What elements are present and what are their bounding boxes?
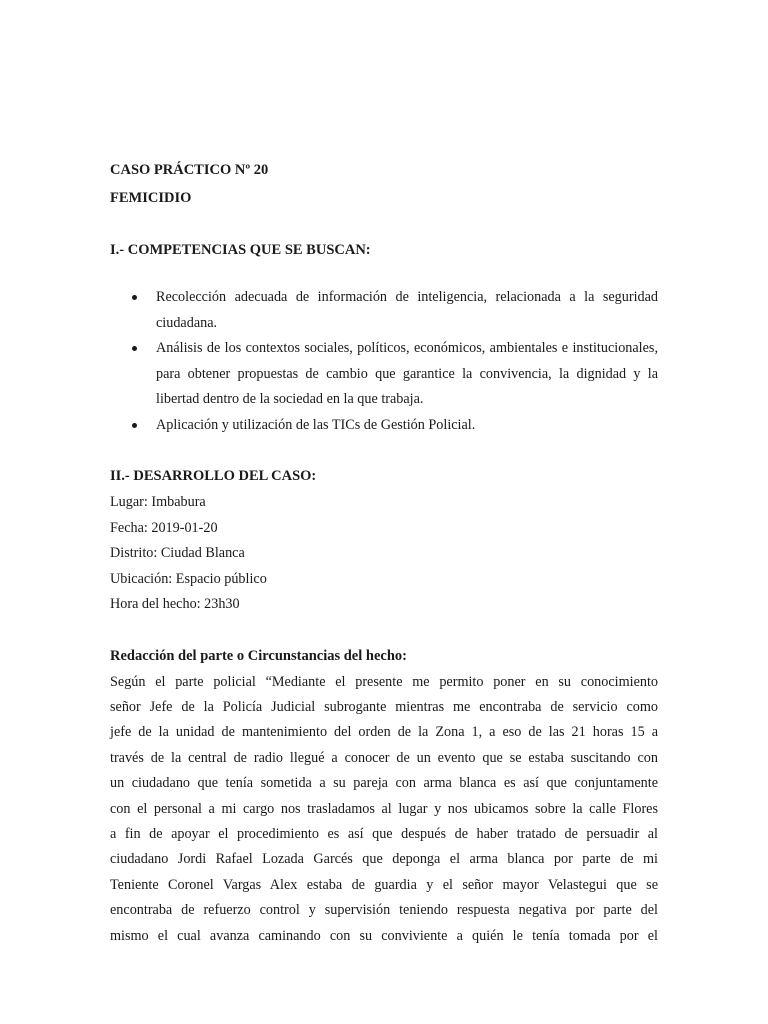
document-page [110,156,658,949]
paragraph-line: mismo el cual avanza caminando con su conviviente a quién le tenía tomada por el [110,927,658,944]
competencias-heading: I.- COMPETENCIAS QUE SE BUSCAN: [110,242,371,258]
paragraph-line: través de la central de radio llegué a conocer de un evento que se estaba suscitando con [110,749,658,766]
paragraph-line: jefe de la unidad de mantenimiento del orden de la Zona 1, a eso de las 21 horas 15 a [110,724,658,741]
paragraph-line: Según el parte policial “Mediante el presente me permito poner en su conocimiento [110,673,658,690]
competencia-text: Recolección adecuada de información de inteligencia, relacionada a la seguridad ciudadana. [156,289,658,331]
lugar-field: Lugar: Imbabura [110,494,206,510]
desarrollo-heading: II.- DESARROLLO DEL CASO: [110,468,317,484]
competencia-text: Análisis de los contextos sociales, políticos, económicos, ambientales e institucionales, para obtener propuestas de cambio que garantice la convivencia, la dignidad y la libertad dentro de la sociedad en la que trabaja. [156,340,658,407]
case-subtitle: FEMICIDIO [110,190,192,206]
bullet-icon [132,295,137,300]
paragraph-line: Teniente Coronel Vargas Alex estaba de guardia y el señor mayor Velastegui que se [110,876,658,893]
paragraph-line: encontraba de refuerzo control y supervisión teniendo respuesta negativa por parte del [110,902,658,919]
bullet-icon [132,423,137,428]
competencias-list [110,285,658,438]
paragraph-line: con el personal a mi cargo nos trasladamos al lugar y nos ubicamos sobre la calle Flores [110,800,658,817]
case-title: CASO PRÁCTICO Nº 20 [110,162,269,178]
list-item [110,336,658,413]
ubicacion-field: Ubicación: Espacio público [110,570,267,587]
redaccion-paragraph [110,670,658,949]
paragraph-line: señor Jefe de la Policía Judicial subrogante mientras me encontraba de servicio como [110,698,658,715]
hora-field: Hora del hecho: 23h30 [110,596,240,612]
list-item [110,285,658,336]
redaccion-heading: Redacción del parte o Circunstancias del hecho: [110,647,407,664]
list-item [110,413,658,439]
fecha-field: Fecha: 2019-01-20 [110,519,218,536]
distrito-field: Distrito: Ciudad Blanca [110,545,245,561]
bullet-icon [132,346,137,351]
paragraph-line: ciudadano Jordi Rafael Lozada Garcés que deponga el arma blanca por parte de mi [110,851,658,868]
paragraph-line: a fin de apoyar el procedimiento es así que después de haber tratado de persuadir al [110,825,658,842]
paragraph-line: un ciudadano que tenía sometida a su pareja con arma blanca es así que conjuntamente [110,775,658,792]
competencia-text: Aplicación y utilización de las TICs de Gestión Policial. [156,416,476,433]
